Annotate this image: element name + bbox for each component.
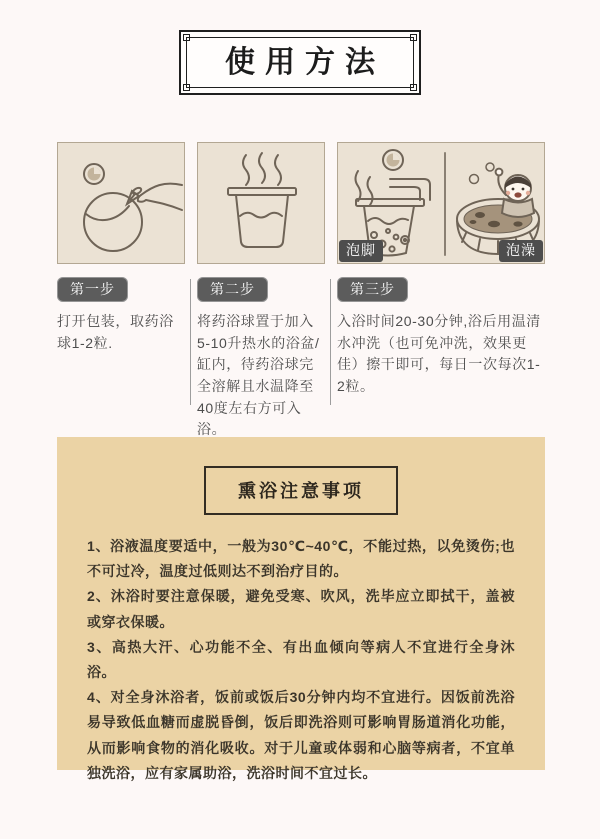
notice-items bbox=[57, 515, 545, 786]
foot-soak-tag: 泡脚 bbox=[339, 240, 383, 262]
step2-badge: 第二步 bbox=[197, 277, 268, 302]
notice-item-2: 2、沐浴时要注意保暖，避免受寒、吹风，洗毕应立即拭干，盖被或穿衣保暖。 bbox=[87, 588, 515, 630]
step2-text: 将药浴球置于加入5-10升热水的浴盆/缸内，待药浴球完全溶解且水温降至40度左右方可入浴。 bbox=[197, 313, 320, 438]
illustration-row bbox=[57, 142, 545, 264]
column-divider bbox=[330, 279, 331, 405]
step-text-row bbox=[57, 277, 545, 441]
step3-illustration-panel bbox=[337, 142, 545, 264]
step1-text: 打开包装，取药浴球1-2粒. bbox=[57, 313, 174, 351]
step2-text-block bbox=[197, 277, 325, 441]
notice-item-4: 4、对全身沐浴者，饭前或饭后30分钟内均不宜进行。因饭前洗浴易导致低血糖而虚脱昏倒，饭后即洗浴则可影响胃肠道消化功能，从而影响食物的消化吸收。对于儿童或体弱和心脑等病者，不宜单独洗浴，应有家属助浴，洗浴时间不宜过长。 bbox=[87, 689, 515, 781]
open-package-icon bbox=[58, 143, 184, 263]
column-divider bbox=[190, 279, 191, 405]
title-frame-inner bbox=[186, 37, 414, 88]
step3-badge: 第三步 bbox=[337, 277, 408, 302]
notice-item-3: 3、高热大汗、心功能不全、有出血倾向等病人不宜进行全身沐浴。 bbox=[87, 638, 515, 680]
step2-illustration-panel bbox=[197, 142, 325, 264]
step3-text: 入浴时间20-30分钟,浴后用温清水冲洗（也可免冲洗，效果更佳）擦干即可，每日一次每次1-2粒。 bbox=[337, 313, 541, 395]
page-title: 使用方法 bbox=[225, 45, 385, 79]
step1-badge: 第一步 bbox=[57, 277, 128, 302]
bath-tag: 泡澡 bbox=[499, 240, 543, 262]
hot-water-bucket-icon bbox=[198, 143, 324, 263]
step1-illustration-panel bbox=[57, 142, 185, 264]
step3-text-block bbox=[337, 277, 545, 441]
notice-section bbox=[57, 437, 545, 781]
notice-item-1: 1、浴液温度要适中，一般为30℃~40℃，不能过热，以免烫伤;也不可过冷，温度过低则达不到治疗目的。 bbox=[87, 538, 515, 580]
steps-section bbox=[57, 142, 545, 441]
notice-title: 熏浴注意事项 bbox=[204, 466, 398, 515]
step1-text-block bbox=[57, 277, 185, 441]
title-frame bbox=[179, 30, 421, 95]
